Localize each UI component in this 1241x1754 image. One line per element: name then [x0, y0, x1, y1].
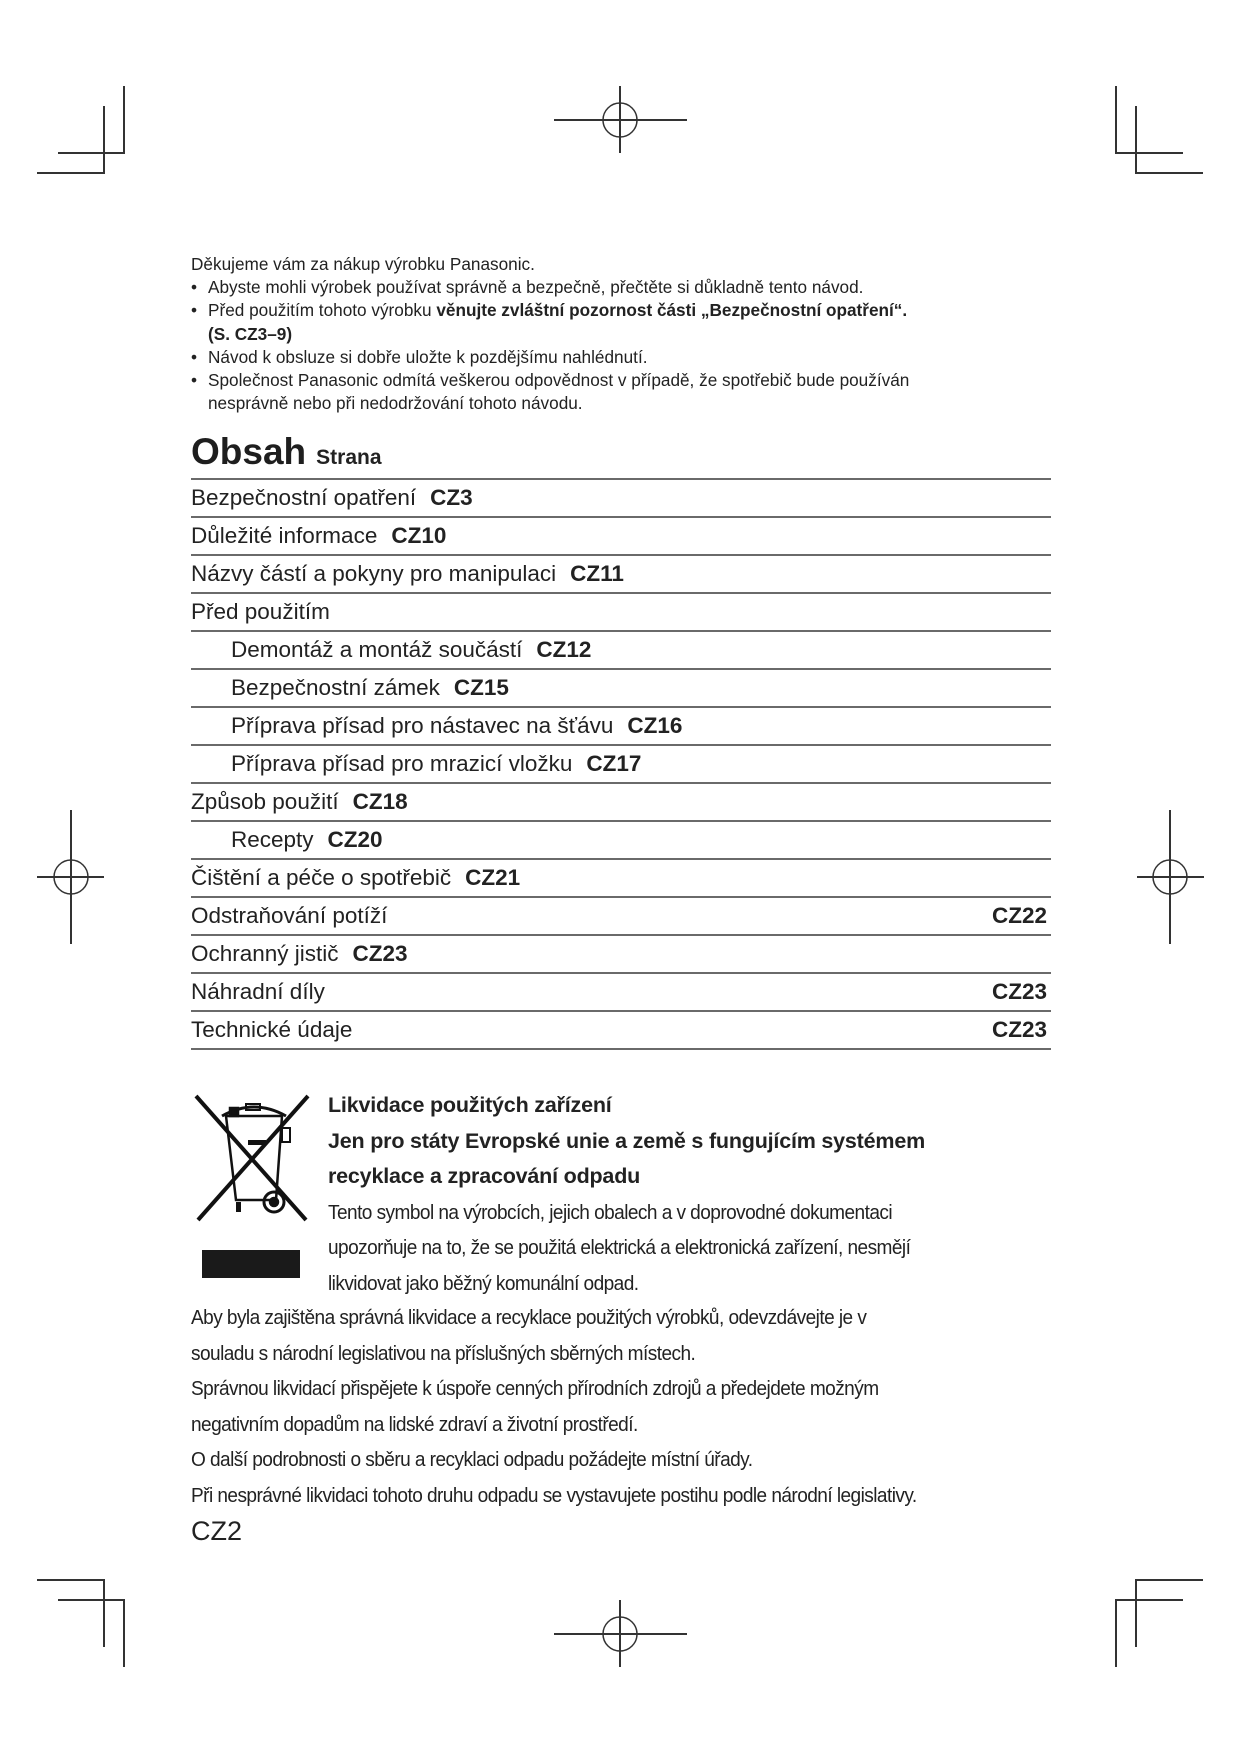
- toc-row[interactable]: [191, 898, 1051, 936]
- intro-bullet-continuation: nesprávně nebo při nedodržování tohoto návodu.: [208, 393, 583, 414]
- weee-paragraph: negativním dopadům na lidské zdraví a životní prostředí.: [191, 1412, 638, 1436]
- toc-row[interactable]: [191, 670, 1051, 708]
- weee-paragraph: Tento symbol na výrobcích, jejich obalech a v doprovodné dokumentaci: [328, 1200, 893, 1224]
- weee-paragraph: Při nesprávné likvidaci tohoto druhu odpadu se vystavujete postihu podle národní legislativy.: [191, 1483, 917, 1507]
- toc-row[interactable]: [191, 936, 1051, 974]
- toc-row[interactable]: [191, 860, 1051, 898]
- crossed-out-wheelie-bin-icon: [190, 1090, 314, 1284]
- toc-label: Odstraňování potíží: [191, 903, 388, 928]
- toc-label: Recepty: [231, 827, 314, 852]
- weee-paragraph: Správnou likvidací přispějete k úspoře cenných přírodních zdrojů a předejdete možným: [191, 1377, 879, 1400]
- bullet-text: Abyste mohli výrobek používat správně a bezpečně, přečtěte si důkladně tento návod.: [208, 277, 864, 298]
- toc-page: CZ17: [586, 751, 642, 776]
- toc-label: Před použitím: [191, 599, 330, 624]
- intro-bullet: [191, 299, 1051, 322]
- toc-page: CZ23: [991, 1017, 1047, 1042]
- weee-subheading: recyklace a zpracování odpadu: [328, 1164, 641, 1188]
- bullet-text: Společnost Panasonic odmítá veškerou odpovědnost v případě, že spotřebič bude používán: [208, 370, 910, 391]
- toc-row[interactable]: [191, 556, 1051, 594]
- intro-bullet: [191, 276, 1051, 299]
- toc-page: CZ11: [570, 561, 624, 586]
- weee-paragraph: upozorňuje na to, že se použitá elektrická a elektronická zařízení, nesmějí: [328, 1236, 911, 1259]
- toc-row[interactable]: [191, 480, 1051, 518]
- toc-label: Příprava přísad pro mrazicí vložku: [231, 751, 573, 776]
- toc-page: CZ23: [991, 979, 1047, 1004]
- toc-page: CZ12: [536, 637, 592, 662]
- toc-heading: [191, 431, 382, 473]
- intro-bullet: [191, 369, 1051, 392]
- weee-heading: Likvidace použitých zařízení: [328, 1093, 612, 1117]
- bullet-bold-text: věnujte zvláštní pozornost části „Bezpečnostní opatření“.: [436, 300, 908, 321]
- toc-row[interactable]: [191, 518, 1051, 556]
- toc-row[interactable]: [191, 784, 1051, 822]
- toc-row[interactable]: [191, 708, 1051, 746]
- toc-label: Náhradní díly: [191, 979, 325, 1004]
- toc-page: CZ18: [352, 789, 408, 814]
- toc-row[interactable]: [191, 594, 1051, 632]
- toc-label: Bezpečnostní zámek: [231, 675, 440, 700]
- toc-label: Ochranný jistič: [191, 941, 339, 966]
- table-of-contents: [191, 478, 1051, 1050]
- toc-page: CZ16: [627, 713, 683, 738]
- toc-page: CZ23: [352, 941, 408, 966]
- toc-label: Čištění a péče o spotřebič: [191, 865, 452, 890]
- toc-label: Způsob použití: [191, 789, 339, 814]
- toc-page: CZ21: [465, 865, 521, 890]
- intro-bullet-continuation: [191, 323, 1051, 346]
- weee-paragraph: souladu s národní legislativou na příslušných sběrných místech.: [191, 1341, 696, 1365]
- toc-label: Technické údaje: [191, 1017, 353, 1042]
- toc-label: Bezpečnostní opatření: [191, 485, 417, 510]
- weee-paragraph: Aby byla zajištěna správná likvidace a recyklace použitých výrobků, odevzdávejte je v: [191, 1306, 867, 1329]
- weee-paragraph: O další podrobnosti o sběru a recyklaci odpadu požádejte místní úřady.: [191, 1448, 753, 1471]
- intro-thanks: Děkujeme vám za nákup výrobku Panasonic.: [191, 254, 535, 274]
- toc-subtitle: Strana: [316, 446, 382, 469]
- toc-row[interactable]: [191, 1012, 1051, 1050]
- bullet-text: Návod k obsluze si dobře uložte k pozdějšímu nahlédnutí.: [208, 346, 648, 367]
- toc-title: Obsah: [191, 431, 307, 472]
- toc-row[interactable]: [191, 632, 1051, 670]
- toc-label: Příprava přísad pro nástavec na šťávu: [231, 713, 614, 738]
- toc-row[interactable]: [191, 974, 1051, 1012]
- page-number: CZ2: [191, 1516, 243, 1546]
- page-reference: (S. CZ3–9): [208, 323, 293, 344]
- toc-row[interactable]: [191, 746, 1051, 784]
- toc-page: CZ15: [453, 675, 509, 700]
- weee-paragraph: likvidovat jako běžný komunální odpad.: [328, 1271, 639, 1295]
- toc-label: Demontáž a montáž součástí: [231, 637, 523, 662]
- toc-page: CZ3: [430, 485, 473, 510]
- toc-row[interactable]: [191, 822, 1051, 860]
- toc-label: Důležité informace: [191, 523, 378, 548]
- toc-page: CZ20: [327, 827, 383, 852]
- toc-page: CZ10: [391, 523, 447, 548]
- weee-details: [191, 1300, 1071, 1513]
- weee-subheading: Jen pro státy Evropské unie a země s fungujícím systémem: [328, 1128, 925, 1153]
- intro-section: [191, 253, 1051, 415]
- bullet-text: Před použitím tohoto výrobku: [208, 300, 437, 321]
- toc-label: Názvy částí a pokyny pro manipulaci: [191, 561, 557, 586]
- intro-bullet: [191, 346, 1051, 369]
- weee-disposal-section: [328, 1088, 1068, 1301]
- toc-page: CZ22: [991, 903, 1047, 928]
